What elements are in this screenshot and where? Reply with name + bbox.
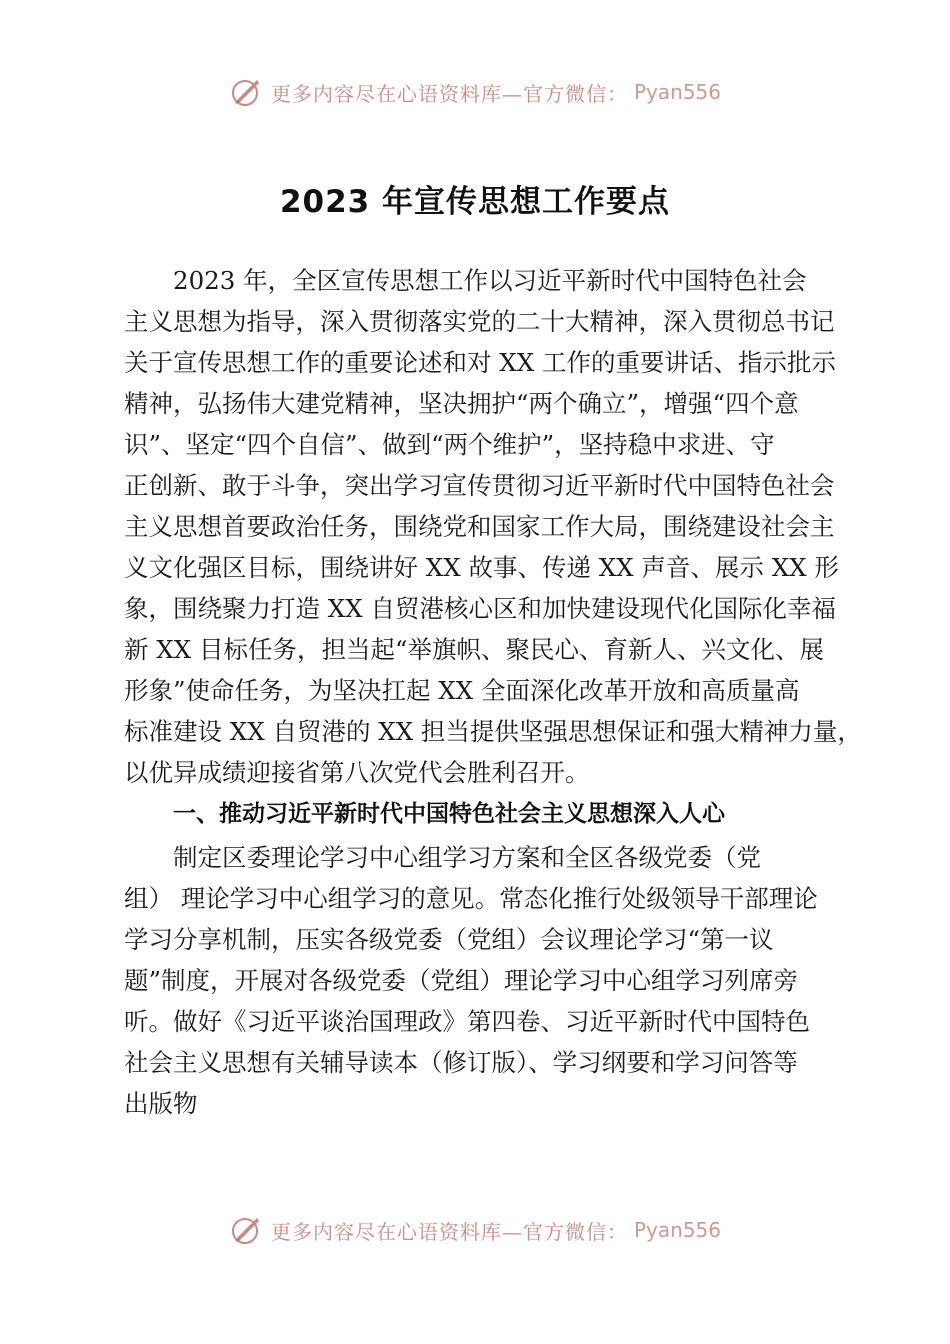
document-title: 2023 年宣传思想工作要点 (279, 184, 671, 220)
intro-line: 象，围绕聚力打造 XX 自贸港核心区和加快建设现代化国际化幸福 (124, 594, 836, 623)
intro-line: 新 XX 目标任务，担当起“举旗帜、聚民心、育新人、兴文化、展 (124, 635, 824, 664)
watermark-header (0, 72, 950, 112)
intro-line: 义文化强区目标，围绕讲好 XX 故事、传递 XX 声音、展示 XX 形 (124, 553, 839, 582)
intro-line: 标准建设 XX 自贸港的 XX 担当提供坚强思想保证和强大精神力量， (124, 717, 862, 746)
quill-logo-icon (229, 74, 265, 110)
watermark-text: 更多内容尽在心语资料库—官方微信： (270, 1219, 628, 1244)
intro-line: 正创新、敢于斗争，突出学习宣传贯彻习近平新时代中国特色社会 (124, 471, 835, 500)
intro-line: 2023 年，全区宣传思想工作以习近平新时代中国特色社会 (173, 266, 807, 295)
watermark-footer (0, 1210, 950, 1250)
section-line: 听。做好《习近平谈治国理政》第四卷、习近平新时代中国特色 (124, 1007, 810, 1036)
section-line: 学习分享机制，压实各级党委（党组）会议理论学习“第一议 (124, 925, 774, 954)
intro-line: 识”、坚定“四个自信”、做到“两个维护”，坚持稳中求进、守 (124, 430, 775, 459)
watermark-account: Pyan556 (633, 1218, 721, 1242)
section-line: 社会主义思想有关辅导读本（修订版）、学习纲要和学习问答等 (124, 1048, 798, 1077)
watermark-account: Pyan556 (633, 80, 721, 104)
section-line: 制定区委理论学习中心组学习方案和全区各级党委（党 (173, 843, 761, 872)
intro-line: 主义思想为指导，深入贯彻落实党的二十大精神，深入贯彻总书记 (124, 307, 835, 336)
intro-line: 关于宣传思想工作的重要论述和对 XX 工作的重要讲话、指示批示 (124, 348, 836, 377)
watermark-text: 更多内容尽在心语资料库—官方微信： (270, 81, 628, 106)
section-line: 出版物 (124, 1089, 198, 1118)
quill-logo-icon (229, 1212, 265, 1248)
intro-line: 形象”使命任务，为坚决扛起 XX 全面深化改革开放和高质量高 (124, 676, 800, 705)
section-line: 题”制度，开展对各级党委（党组）理论学习中心组学习列席旁 (124, 966, 799, 995)
intro-line: 主义思想首要政治任务，围绕党和国家工作大局，围绕建设社会主 (124, 512, 835, 541)
intro-line: 以优异成绩迎接省第八次党代会胜利召开。 (124, 758, 590, 787)
section-line: 组） 理论学习中心组学习的意见。常态化推行处级领导干部理论 (124, 884, 818, 913)
intro-line: 精神，弘扬伟大建党精神，坚决拥护“两个确立”，增强“四个意 (124, 389, 799, 418)
section-heading: 一、推动习近平新时代中国特色社会主义思想深入人心 (173, 801, 725, 827)
